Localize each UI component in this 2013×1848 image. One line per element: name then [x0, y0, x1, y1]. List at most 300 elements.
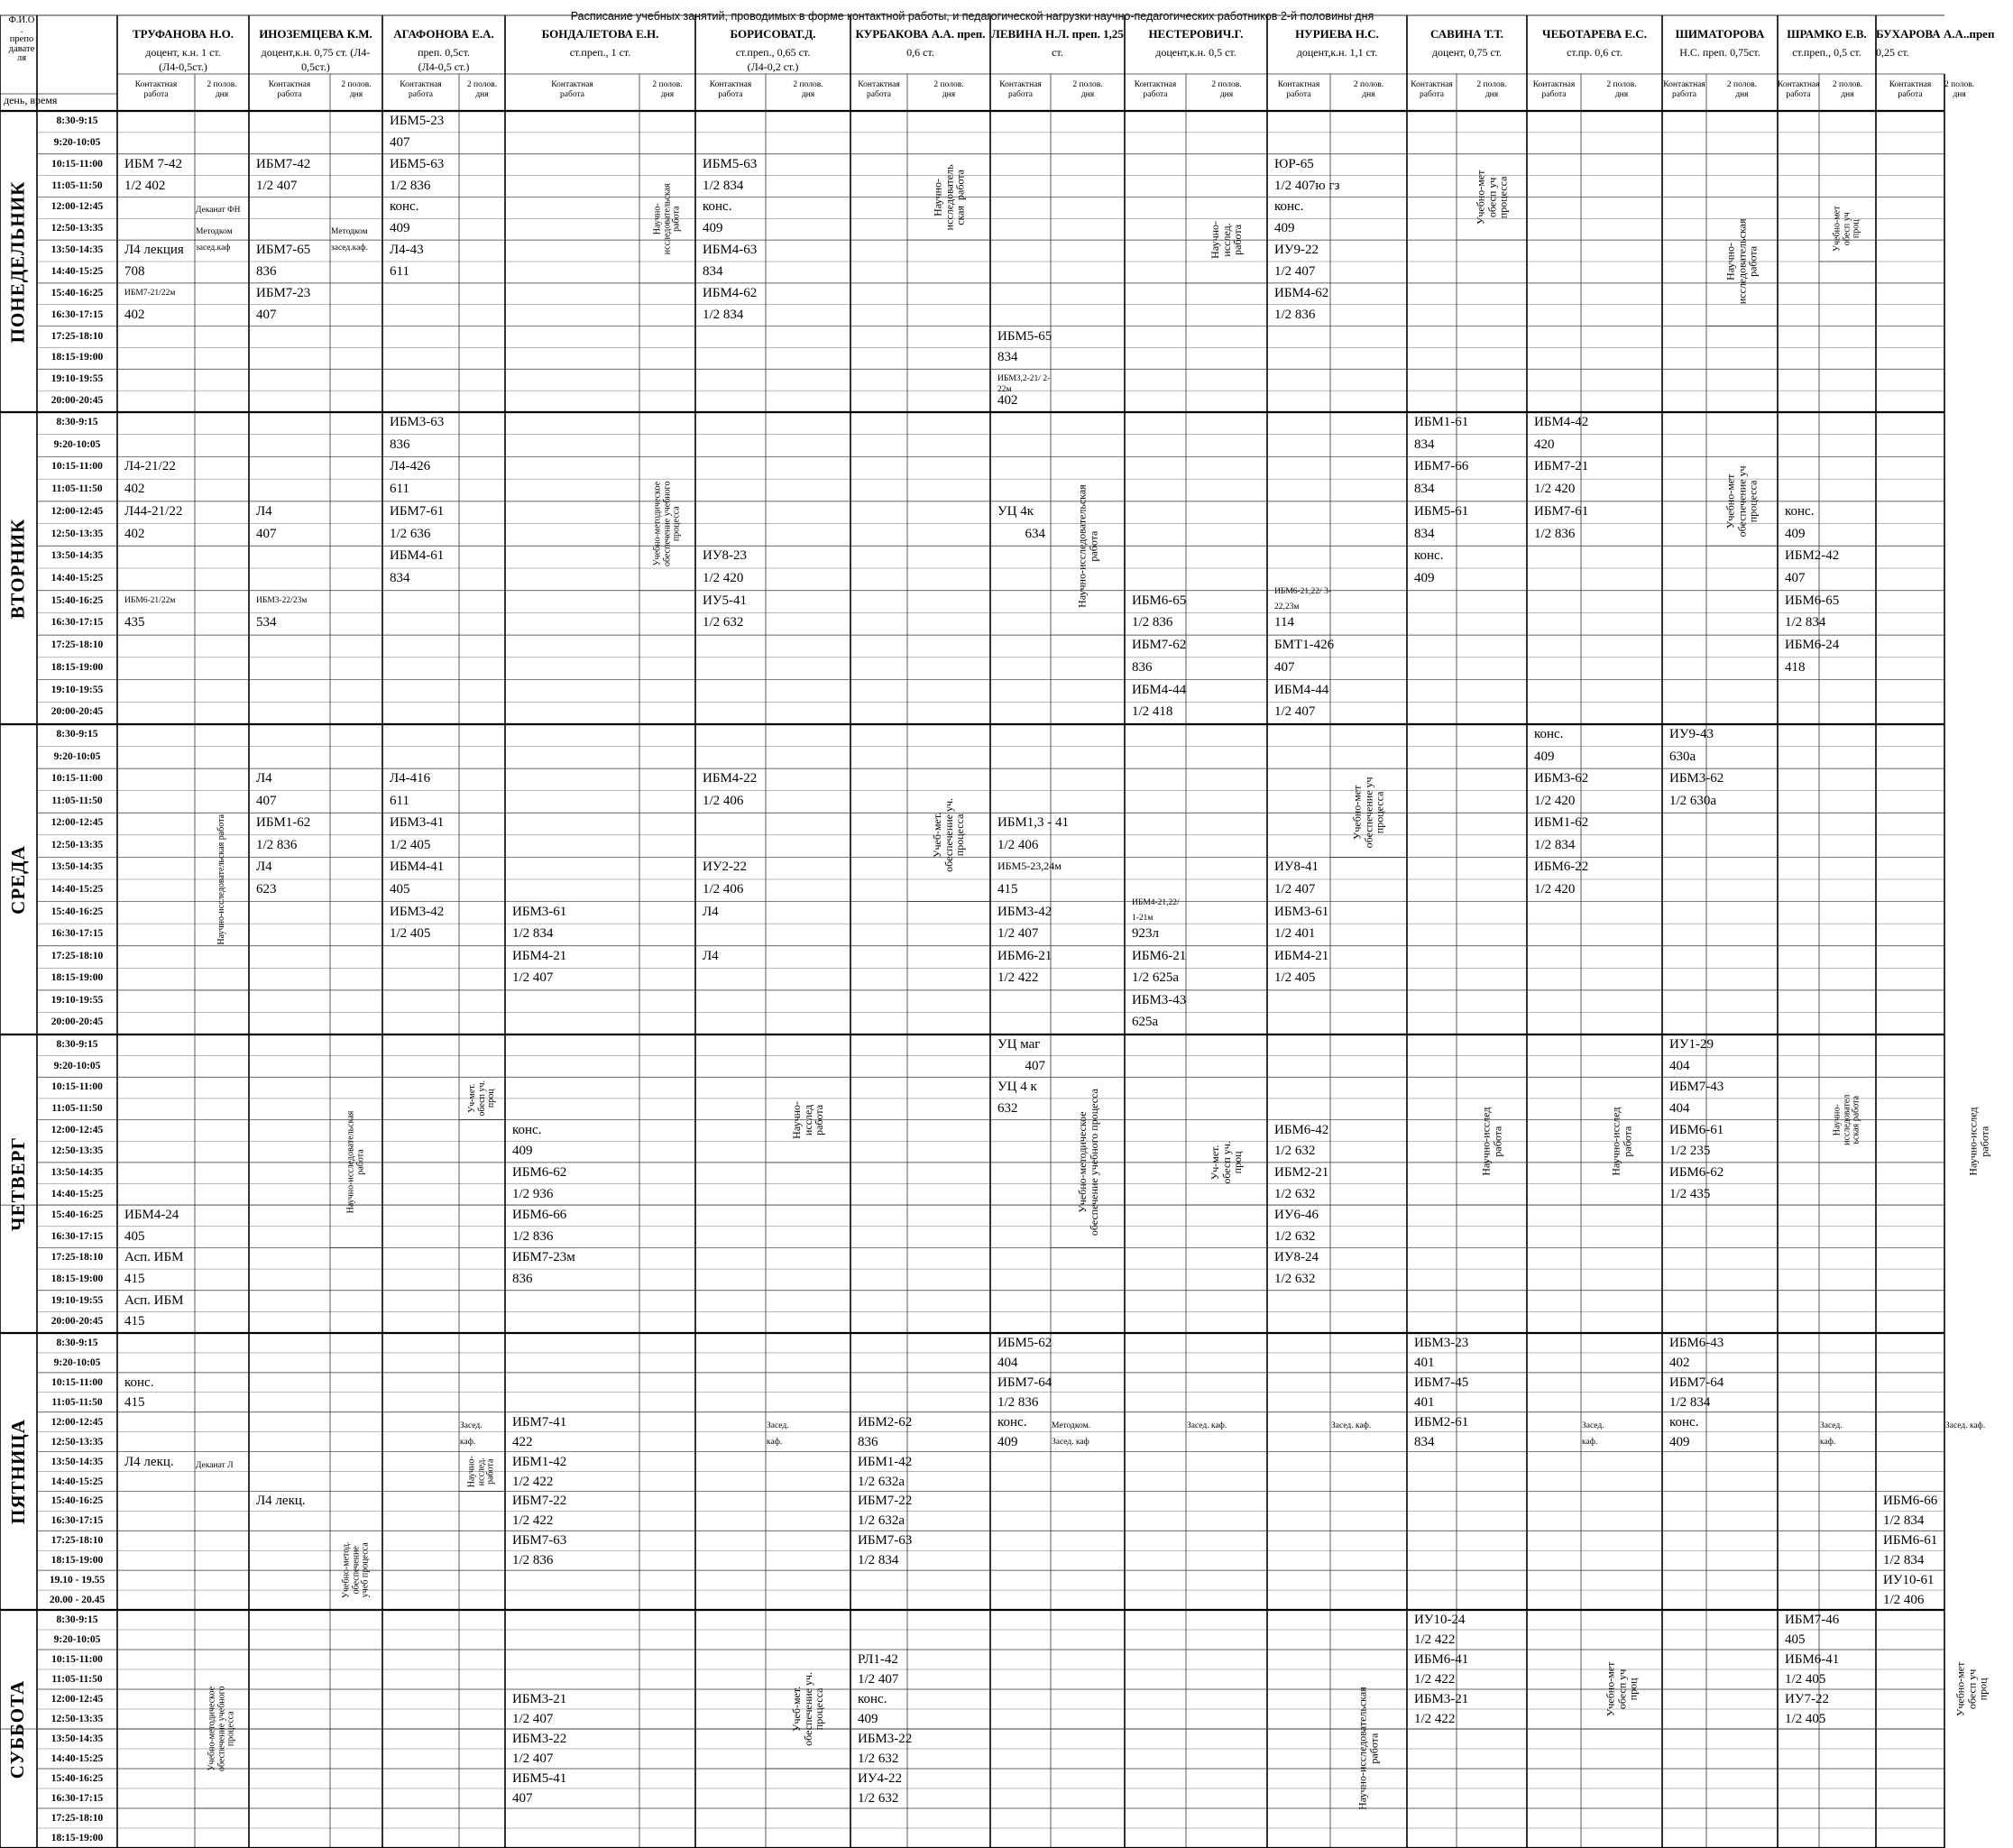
schedule-cell: ИБМ4-62 [703, 285, 758, 300]
vertical-activity-note [907, 154, 990, 240]
time-slot: 8:30-9:15 [56, 417, 98, 428]
schedule-cell: ИБМ 7-42 [124, 156, 183, 171]
time-slot: 16:30-17:15 [51, 1515, 104, 1527]
schedule-cell: 1/2 420 [1534, 482, 1576, 497]
schedule-cell: 1/2 834 [703, 307, 744, 322]
schedule-cell: ИУ5-41 [703, 593, 747, 608]
schedule-cell: ИБМ7-64 [1669, 1375, 1724, 1390]
teacher-post: Н.С. преп. 0,75ст. [1679, 46, 1760, 59]
schedule-cell: ИБМ7-22 [512, 1494, 567, 1509]
vertical-activity-text: Учебно-мет обесп уч проц [1604, 1661, 1640, 1717]
schedule-cell: ИУ7-22 [1785, 1692, 1829, 1706]
schedule-cell: ИБМ6-21,22/ 3- [1274, 586, 1331, 596]
schedule-cell: УЦ маг [997, 1037, 1041, 1052]
teacher-post: преп. 0,5ст. [418, 46, 470, 59]
note-cell: Методком засед.каф. [331, 227, 368, 253]
schedule-cell: 1/2 407 [512, 1751, 554, 1766]
schedule-cell: БМТ1-426 [1274, 638, 1335, 653]
vertical-activity-note [639, 154, 695, 283]
time-slot: 16:30-17:15 [51, 308, 104, 320]
time-slot: 14:40-15:25 [51, 1476, 104, 1487]
schedule-cell: ИБМ5-23 [390, 114, 445, 128]
schedule-cell: 409 [1534, 749, 1555, 764]
schedule-cell: 834 [1414, 526, 1435, 541]
schedule-cell: 404 [1669, 1058, 1690, 1073]
half-day-subheader: 2 полов. дня [1606, 80, 1637, 100]
schedule-cell: ИБМ7-23 [256, 285, 311, 300]
schedule-cell: ИУ10-61 [1883, 1573, 1935, 1588]
schedule-cell: ИБМ7-66 [1414, 459, 1469, 474]
schedule-cell: ИБМ7-61 [1534, 503, 1589, 519]
schedule-cell: ИБМ6-61 [1669, 1122, 1724, 1137]
schedule-cell: ИБМ3-62 [1534, 771, 1589, 786]
schedule-cell: ИУ4-22 [858, 1771, 902, 1786]
schedule-cell: ИБМ1,3 - 41 [997, 815, 1070, 831]
time-slot: 13:50-14:35 [51, 550, 104, 562]
time-slot: 12:00-12:45 [51, 505, 104, 517]
schedule-cell: ИБМ7-43 [1669, 1080, 1724, 1095]
teacher-post: ст.пр. 0,6 ст. [1567, 46, 1622, 59]
schedule-cell: ИБМ6-24 [1785, 638, 1840, 653]
schedule-cell: ИБМ6-65 [1785, 593, 1840, 608]
vertical-activity-note [459, 1077, 505, 1119]
schedule-cell: ИБМ1-42 [512, 1454, 567, 1469]
half-day-subheader: 2 полов. дня [793, 80, 823, 100]
vertical-activity-text: Учеб-мет. обеспечение уч. процесса [931, 797, 967, 872]
time-slot: 19.10 - 19.55 [49, 1575, 106, 1586]
vertical-activity-note [766, 1650, 850, 1769]
schedule-cell: 402 [1669, 1355, 1690, 1370]
schedule-cell: Л4 [256, 771, 272, 786]
schedule-cell: 1/2 407 [1274, 882, 1316, 896]
half-day-subheader: 2 полов. дня [1832, 80, 1863, 100]
schedule-cell: Л4-21/22 [124, 459, 176, 474]
teacher-post: доцент, к.н. 1 ст. [145, 46, 221, 59]
schedule-cell: 1/2 407 [858, 1672, 899, 1687]
time-slot: 12:50-13:35 [51, 1714, 104, 1724]
schedule-cell: ИБМ4-22 [703, 771, 758, 786]
schedule-cell: ИБМ6-66 [512, 1208, 567, 1223]
time-slot: 20:00-20:45 [51, 706, 104, 718]
vertical-activity-text: Учебно-методическое обеспечение учебного процесса [652, 481, 682, 566]
schedule-cell: 1-21м [1132, 913, 1154, 923]
contact-work-subheader: Контактная работа [858, 80, 900, 100]
vertical-activity-text: Научно- исследовательская работа [652, 182, 682, 254]
schedule-cell: 1/2 834 [512, 926, 554, 942]
schedule-cell: 836 [256, 264, 277, 279]
schedule-cell: конс. [512, 1122, 542, 1137]
vertical-activity-text: Научно-исследовательская работа [1356, 1687, 1381, 1811]
schedule-cell: 1/2 632 [858, 1751, 899, 1766]
time-slot: 17:25-18:10 [51, 1252, 104, 1264]
teacher-name: ШРАМКО Е.В. [1787, 27, 1867, 41]
schedule-cell: 405 [390, 882, 410, 896]
time-slot: 8:30-9:15 [56, 1338, 98, 1348]
schedule-cell: 1/2 632 [1274, 1272, 1316, 1287]
time-slot: 11:05-11:50 [51, 1396, 103, 1408]
schedule-cell: 407 [1025, 1058, 1045, 1073]
time-slot: 20:00-20:45 [51, 1016, 104, 1028]
schedule-cell: 404 [997, 1355, 1018, 1370]
schedule-cell: 1/2 418 [1132, 704, 1173, 720]
time-slot: 12:50-13:35 [51, 839, 104, 850]
schedule-cell: 834 [1414, 1434, 1435, 1449]
time-slot: 15:40-16:25 [51, 1495, 104, 1507]
schedule-cell: ИБМ4-63 [703, 243, 758, 258]
vertical-activity-text: Научно- исследователь ская работа [931, 163, 967, 230]
vertical-activity-text: Учебно-методическое обеспечение учебного процесса [207, 1686, 236, 1772]
vertical-activity-note [639, 456, 695, 590]
schedule-cell: 1/2 834 [1883, 1553, 1925, 1568]
teacher-name: ТРУФАНОВА Н.О. [132, 27, 234, 41]
teacher-name: АГАФОНОВА Е.А. [393, 27, 494, 41]
schedule-cell: 1/2 836 [1534, 526, 1576, 541]
time-slot: 8:30-9:15 [56, 1614, 98, 1625]
schedule-cell: ИБМ5-23,24м [997, 860, 1062, 873]
vertical-activity-note [1581, 1077, 1662, 1205]
time-slot: 14:40-15:25 [51, 1188, 104, 1200]
contact-work-subheader: Контактная работа [400, 80, 442, 100]
schedule-cell: Л4 [256, 860, 272, 875]
schedule-cell: 418 [1785, 659, 1806, 675]
schedule-cell: 1/2 407 [1274, 704, 1316, 720]
time-slot: 12:00-12:45 [51, 1124, 104, 1135]
schedule-cell: ИБМ7-63 [512, 1533, 567, 1549]
schedule-cell: 836 [512, 1272, 533, 1287]
schedule-cell: 402 [997, 393, 1018, 409]
schedule-cell: 1/2 407 [512, 1712, 554, 1726]
note-cell: Засед. каф. [767, 1420, 789, 1447]
schedule-cell: 1/2 836 [1132, 615, 1173, 630]
schedule-cell: 1/2 632 [1274, 1186, 1316, 1201]
vertical-activity-text: Научно-исслед работа [1966, 1107, 1991, 1176]
schedule-cell: ИБМ4-41 [390, 860, 445, 875]
vertical-activity-text: Научно- исследовател ьская работа [1832, 1094, 1861, 1145]
page-title: Расписание учебных занятий, проводимых в форме контактной работы, и педагогической нагрузки научно-педагогических работников 2-й половины дня [570, 10, 1374, 23]
schedule-cell: 1/2 836 [997, 1394, 1039, 1410]
schedule-cell: 611 [390, 793, 409, 808]
vertical-activity-text: Научно-исслед работа [1479, 1107, 1503, 1176]
vertical-activity-text: Учебно-метод. обеспечение учеб процесса [341, 1541, 371, 1599]
schedule-cell: ИБМ5-62 [997, 1336, 1052, 1350]
schedule-cell: ИБМ4-21 [1274, 948, 1329, 963]
schedule-cell: 1/2 836 [256, 837, 298, 852]
schedule-cell: ИБМ3-22 [512, 1732, 567, 1746]
vertical-activity-text: Научно-исслед работа [1609, 1107, 1633, 1176]
time-slot: 19:10-19:55 [51, 373, 104, 385]
fio-header: Ф.И.О . препо давате ля [8, 15, 35, 63]
time-slot: 12:50-13:35 [51, 1436, 104, 1448]
schedule-cell: ИБМ2-42 [1785, 548, 1840, 564]
vertical-activity-note [1581, 1650, 1662, 1729]
teacher-post: ст.преп., 1 ст. [569, 46, 631, 59]
schedule-cell: ИУ8-24 [1274, 1250, 1319, 1265]
schedule-cell: 407 [1785, 571, 1806, 585]
time-slot: 12:50-13:35 [51, 528, 104, 539]
vertical-activity-note [330, 1531, 382, 1610]
schedule-cell: ИБМ7-42 [256, 156, 311, 171]
schedule-cell: 409 [703, 221, 723, 236]
schedule-cell: ИБМ3-63 [390, 415, 445, 429]
schedule-cell: ИБМ5-61 [1414, 503, 1469, 519]
schedule-cell: ИБМ1-62 [1534, 815, 1589, 831]
schedule-cell: ИБМ7-65 [256, 243, 311, 258]
schedule-cell: 409 [997, 1434, 1018, 1449]
vertical-activity-text: Учебно-мет обесп уч процесса [1474, 170, 1510, 225]
schedule-cell: 401 [1414, 1394, 1435, 1410]
schedule-cell: Л4 лекц. [256, 1494, 306, 1509]
time-slot: 15:40-16:25 [51, 594, 104, 606]
schedule-cell: 1/2 406 [703, 882, 744, 896]
vertical-activity-note [1330, 768, 1407, 857]
schedule-cell: 407 [256, 526, 277, 541]
schedule-cell: ИБМ2-62 [858, 1414, 913, 1430]
teacher-name: НЕСТЕРОВИЧ.Г. [1148, 27, 1244, 41]
schedule-cell: 1/2 422 [997, 970, 1039, 986]
time-slot: 10:15-11:00 [51, 158, 103, 170]
schedule-cell: ИБМ7-22 [858, 1494, 913, 1509]
schedule-cell: 834 [1414, 437, 1435, 452]
schedule-cell: Асп. ИБМ [124, 1250, 184, 1265]
schedule-cell: ИБМ1-62 [256, 815, 311, 831]
note-cell: Засед. каф. [1945, 1420, 1986, 1430]
schedule-cell: 623 [256, 882, 277, 896]
vertical-activity-note [195, 768, 249, 990]
day-label-text: ПОНЕДЕЛЬНИК [6, 180, 29, 343]
schedule-cell: 634 [1025, 526, 1045, 541]
schedule-cell: ИУ9-43 [1669, 727, 1714, 741]
schedule-cell: 435 [124, 615, 145, 630]
schedule-cell: 611 [390, 264, 409, 279]
schedule-cell: 630а [1669, 749, 1696, 764]
vertical-activity-text: Научно- исслед работа [790, 1100, 826, 1139]
schedule-cell: 422 [512, 1434, 533, 1449]
contact-work-subheader: Контактная работа [1277, 80, 1320, 100]
time-slot: 19:10-19:55 [51, 684, 104, 695]
schedule-cell: ИБМ3-22/23м [256, 595, 308, 605]
schedule-cell: ИУ2-22 [703, 860, 747, 875]
time-slot: 17:25-18:10 [51, 330, 104, 342]
vertical-activity-text: Научно- исслед. работа [1209, 221, 1245, 260]
schedule-cell: 1/2 422 [1414, 1632, 1456, 1647]
schedule-cell: 1/2 406 [703, 793, 744, 808]
teacher-name: НУРИЕВА Н.С. [1295, 27, 1379, 41]
schedule-cell: 834 [1414, 482, 1435, 497]
schedule-cell: УЦ 4к [997, 503, 1034, 519]
vertical-activity-note [330, 1077, 382, 1247]
schedule-cell: ИБМ2-61 [1414, 1414, 1469, 1430]
vertical-activity-text: Научно-исследовательская работа [1075, 483, 1100, 608]
contact-work-subheader: Контактная работа [1532, 80, 1576, 100]
schedule-cell: 834 [390, 571, 410, 585]
teacher-post-extra: (Л4-0,5 ст.) [418, 60, 470, 73]
day-label [0, 412, 36, 724]
teacher-post: доцент,к.н. 0,5 ст. [1155, 46, 1236, 59]
schedule-cell: 415 [124, 1394, 145, 1410]
schedule-cell: 415 [997, 882, 1018, 896]
vertical-activity-text: Научно-исследовательская работа [345, 1110, 366, 1214]
time-slot: 11:05-11:50 [51, 1674, 103, 1685]
schedule-cell: конс. [1534, 727, 1564, 741]
contact-work-subheader: Контактная работа [999, 80, 1042, 100]
schedule-cell: 1/2 407 [997, 926, 1039, 942]
time-slot: 18:15-19:00 [51, 1273, 104, 1285]
time-slot: 20:00-20:45 [51, 395, 104, 407]
vertical-activity-note [1944, 1650, 1999, 1729]
time-slot: 14:40-15:25 [51, 1753, 104, 1764]
teacher-name: ШИМАТОРОВА [1675, 27, 1765, 41]
teacher-post: доцент,к.н. 1,1 ст. [1296, 46, 1378, 59]
schedule-cell: 407 [512, 1791, 533, 1806]
schedule-cell: 1/2 402 [124, 178, 166, 193]
teacher-name: БОНДАЛЕТОВА Е.Н. [541, 27, 659, 41]
schedule-cell: ИБМ5-63 [390, 156, 445, 171]
time-slot: 9:20-10:05 [53, 1060, 101, 1071]
schedule-cell: ИУ8-23 [703, 548, 747, 564]
schedule-cell: 1/2 405 [390, 837, 431, 852]
teacher-post: доцент, 0,75 ст. [1431, 46, 1503, 59]
schedule-cell: 1/2 422 [1414, 1712, 1456, 1726]
schedule-cell: 1/2 632а [858, 1513, 905, 1529]
half-day-subheader: 2 полов. дня [1211, 80, 1242, 100]
schedule-cell: 1/2 632 [858, 1791, 899, 1806]
note-cell: Методком засед.каф [196, 227, 233, 253]
schedule-cell: ИБМ3-62 [1669, 771, 1724, 786]
vertical-activity-text: Учебно-мет обеспечение уч процесса [1350, 777, 1386, 849]
schedule-cell: ИБМ6-61 [1883, 1533, 1938, 1549]
schedule-cell: 114 [1274, 615, 1294, 630]
schedule-cell: 834 [997, 350, 1018, 365]
schedule-cell: 1/2 406 [1883, 1593, 1925, 1608]
schedule-cell: ИБМ7-23м [512, 1250, 575, 1265]
day-time-header: день, время [4, 94, 58, 106]
time-slot: 15:40-16:25 [51, 1209, 104, 1221]
schedule-cell: 407 [390, 134, 410, 150]
time-slot: 8:30-9:15 [56, 729, 98, 740]
schedule-cell: ИБМ4-21 [512, 948, 567, 963]
schedule-cell: ИБМ4-24 [124, 1208, 179, 1223]
schedule-cell: ИБМ7-61 [390, 503, 445, 519]
schedule-cell: ИБМ3-41 [390, 815, 445, 831]
note-cell: Деканат ФН [196, 206, 241, 216]
time-slot: 15:40-16:25 [51, 906, 104, 917]
teacher-name: ИНОЗЕМЦЕВА К.М. [259, 27, 372, 41]
vertical-activity-note [459, 1452, 505, 1492]
schedule-cell: ИБМ6-21 [997, 948, 1052, 963]
vertical-activity-text: Учеб-мет. обеспечение уч. процесса [790, 1672, 826, 1746]
schedule-cell: конс. [1669, 1414, 1699, 1430]
teacher-post: 0,6 ст. [906, 46, 934, 59]
contact-work-subheader: Контактная работа [551, 80, 593, 100]
schedule-cell: 409 [858, 1712, 878, 1726]
time-slot: 9:20-10:05 [53, 750, 101, 762]
schedule-cell: ИБМ7-21/22м [124, 288, 176, 298]
time-slot: 15:40-16:25 [51, 1773, 104, 1784]
schedule-cell: 1/2 422 [512, 1474, 554, 1489]
schedule-cell: 1/2 834 [858, 1553, 899, 1568]
teacher-name: САВИНА Т.Т. [1430, 27, 1503, 41]
schedule-cell: Л4-416 [390, 771, 431, 786]
note-cell: Методком. Засед. каф [1052, 1420, 1090, 1447]
time-slot: 13:50-14:35 [51, 1166, 104, 1178]
time-slot: 16:30-17:15 [51, 928, 104, 940]
time-slot: 14:40-15:25 [51, 573, 104, 584]
vertical-activity-text: Учебно-методическое обеспечение учебного процесса [1075, 1089, 1100, 1237]
teacher-post-extra: (Л4-0,5ст.) [159, 60, 207, 73]
schedule-cell: ИБМ5-41 [512, 1771, 567, 1786]
schedule-cell: 834 [703, 264, 723, 279]
vertical-activity-note [1051, 456, 1125, 635]
schedule-cell: ИБМ6-42 [1274, 1122, 1329, 1137]
schedule-cell: 415 [124, 1272, 145, 1287]
schedule-cell: 1/2 834 [1669, 1394, 1711, 1410]
teacher-name: БОРИСОВАТ.Д. [730, 27, 816, 41]
vertical-activity-note [1819, 1077, 1876, 1163]
vertical-activity-note [1457, 154, 1527, 240]
schedule-cell: ИБМ3-43 [1132, 992, 1187, 1007]
time-slot: 20:00-20:45 [51, 1316, 104, 1328]
schedule-cell: 409 [1785, 526, 1806, 541]
schedule-cell: 1/2 405 [1274, 970, 1316, 986]
vertical-activity-note [1457, 1077, 1527, 1205]
schedule-cell: 402 [124, 307, 145, 322]
contact-work-subheader: Контактная работа [1411, 80, 1453, 100]
schedule-cell: 625а [1132, 1015, 1159, 1030]
schedule-cell: ИБМ4-61 [390, 548, 445, 564]
schedule-cell: 836 [390, 437, 410, 452]
contact-work-subheader: Контактная работа [1663, 80, 1705, 100]
schedule-cell: ИУ1-29 [1669, 1037, 1714, 1052]
time-slot: 18:15-19:00 [51, 352, 104, 363]
contact-work-subheader: Контактная работа [709, 80, 752, 100]
schedule-cell: Л4 лекц. [124, 1454, 174, 1469]
schedule-cell: 1/2 834 [1785, 615, 1826, 630]
schedule-cell: 405 [1785, 1632, 1806, 1647]
time-slot: 8:30-9:15 [56, 115, 98, 126]
schedule-cell: 420 [1534, 437, 1555, 452]
schedule-cell: ИБМ3-21 [512, 1692, 567, 1706]
schedule-cell: ИБМ7-45 [1414, 1375, 1469, 1390]
schedule-cell: конс. [703, 199, 732, 215]
time-slot: 19:10-19:55 [51, 994, 104, 1006]
time-slot: 12:50-13:35 [51, 223, 104, 234]
schedule-cell: ИБМ1-42 [858, 1454, 913, 1469]
schedule-cell: 1/2 420 [1534, 882, 1576, 896]
day-label [0, 1034, 36, 1333]
vertical-activity-note [907, 768, 990, 901]
vertical-activity-text: Научно-исследовательская работа [216, 814, 226, 945]
schedule-cell: 409 [1274, 221, 1295, 236]
schedule-cell: 1/2 836 [390, 178, 431, 193]
schedule-cell: 407 [1274, 659, 1295, 675]
time-slot: 13:50-14:35 [51, 861, 104, 873]
schedule-cell: ИБМ6-21/22м [124, 595, 176, 605]
half-day-subheader: 2 полов. дня [1726, 80, 1758, 100]
vertical-activity-note [1186, 197, 1267, 282]
time-slot: 11:05-11:50 [51, 1102, 103, 1114]
teacher-post: доцент,к.н. 0,75 ст. (Л4- [261, 46, 371, 59]
day-label-text: ЧЕТВЕРГ [6, 1136, 29, 1231]
schedule-cell: Асп. ИБМ [124, 1292, 184, 1308]
vertical-activity-text: Научно- исследовательская работа [1723, 218, 1760, 305]
vertical-activity-text: Учебно-мет обеспечение уч процесса [1723, 465, 1760, 538]
teacher-post: 0,25 ст. [1876, 46, 1909, 59]
half-day-subheader: 2 полов. дня [341, 80, 372, 100]
vertical-activity-note [195, 1650, 249, 1808]
schedule-cell: ИБМ6-41 [1414, 1652, 1469, 1667]
time-slot: 10:15-11:00 [51, 773, 103, 785]
time-slot: 12:00-12:45 [51, 817, 104, 829]
